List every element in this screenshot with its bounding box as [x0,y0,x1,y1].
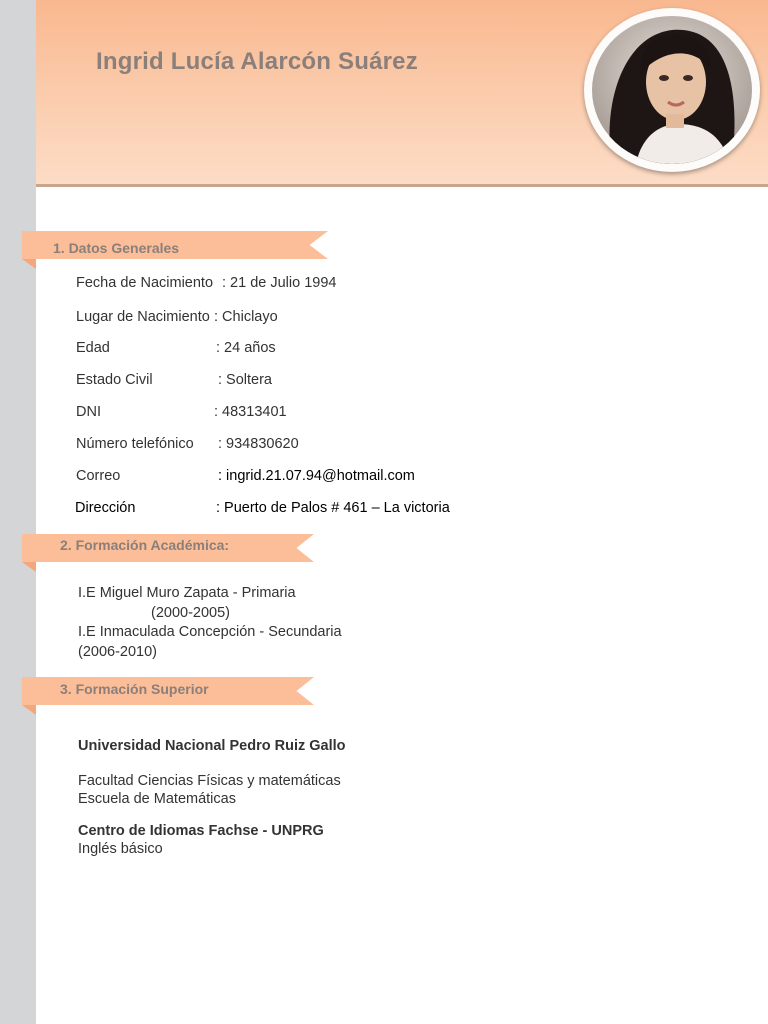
academic-secondary-years: (2006-2010) [78,644,157,660]
academic-secondary: I.E Inmaculada Concepción - Secundaria [78,624,342,640]
field-value-phone: : 934830620 [218,436,299,452]
left-sidebar-strip [0,0,36,1024]
field-value-address: : Puerto de Palos # 461 – La victoria [216,500,450,516]
profile-photo-frame [584,8,760,172]
field-label-birthplace: Lugar de Nacimiento [76,309,210,325]
language-level: Inglés básico [78,841,163,857]
field-value-email: : ingrid.21.07.94@hotmail.com [218,468,415,484]
field-value-birthplace: : Chiclayo [214,309,278,325]
field-value-dni: : 48313401 [214,404,287,420]
faculty-name: Facultad Ciencias Físicas y matemáticas [78,773,341,789]
ribbon-fold [22,259,36,269]
field-label-civil-status: Estado Civil [76,372,153,388]
section-title-superior: 3. Formación Superior [60,681,209,697]
field-value-age: : 24 años [216,340,276,356]
cv-header [36,0,768,187]
ribbon-fold [22,562,36,572]
field-value-civil-status: : Soltera [218,372,272,388]
ribbon-fold [22,705,36,715]
academic-primary: I.E Miguel Muro Zapata - Primaria [78,585,296,601]
portrait-image [592,16,752,164]
university-name: Universidad Nacional Pedro Ruiz Gallo [78,738,346,754]
section-title-general: 1. Datos Generales [53,240,180,256]
field-label-dni: DNI [76,404,101,420]
field-label-phone: Número telefónico [76,436,194,452]
field-label-age: Edad [76,340,110,356]
field-label-birthdate: Fecha de Nacimiento [76,275,214,291]
field-label-email: Correo [76,468,121,484]
field-value-birthdate: : 21 de Julio 1994 [222,275,337,291]
candidate-name: Ingrid Lucía Alarcón Suárez [96,48,418,75]
section-title-academic: 2. Formación Académica: [60,537,230,553]
profile-photo [592,16,752,164]
language-center-name: Centro de Idiomas Fachse - UNPRG [78,823,324,839]
academic-primary-years: (2000-2005) [151,605,230,621]
field-label-address: Dirección [75,500,136,516]
school-name: Escuela de Matemáticas [78,791,236,807]
